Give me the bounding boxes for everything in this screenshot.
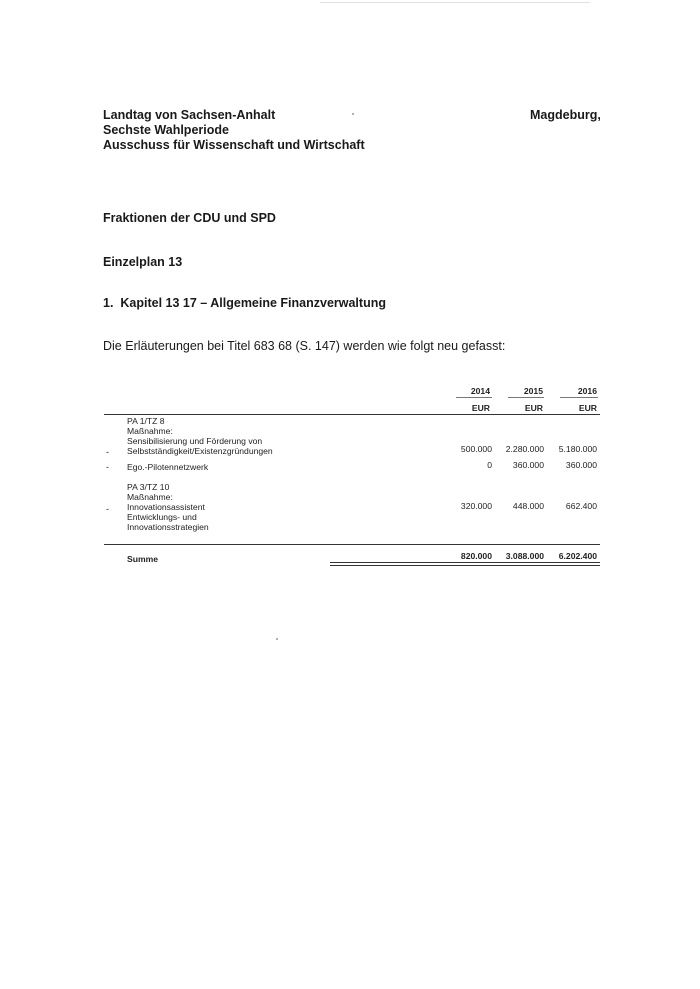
bullet-dash: - (106, 504, 109, 514)
sum-rule (104, 544, 600, 545)
year-header-2016: 2016 (577, 386, 597, 396)
org-name: Landtag von Sachsen-Anhalt (103, 108, 276, 122)
scan-speck (276, 638, 278, 640)
year-header-2015: 2015 (523, 386, 543, 396)
total-double-rule-lower (330, 565, 600, 566)
total-2014: 820.000 (460, 551, 492, 561)
bullet-dash: - (106, 462, 109, 472)
place-date: Magdeburg, (530, 108, 601, 122)
row-value-2016: 5.180.000 (558, 444, 597, 454)
scan-speck (352, 113, 354, 115)
bullet-dash: - (106, 447, 109, 457)
header-rule-2014 (456, 397, 492, 398)
header-rule-2015 (508, 397, 544, 398)
row-label-line: Innovationsassistent (127, 502, 205, 512)
row-value-2016: 662.400 (565, 501, 597, 511)
row-value-2015: 360.000 (512, 460, 544, 470)
row-value-2014: 500.000 (460, 444, 492, 454)
table-row (127, 416, 273, 456)
unit-2016: EUR (578, 403, 597, 413)
row-value-2014: 0 (487, 460, 492, 470)
row-label-line: Entwicklungs- und (127, 512, 197, 522)
row-value-2016: 360.000 (565, 460, 597, 470)
factions-heading: Fraktionen der CDU und SPD (103, 211, 276, 225)
row-label-line: Maßnahme: (127, 492, 173, 502)
plan-heading: Einzelplan 13 (103, 255, 183, 269)
row-label-line: Innovationsstrategien (127, 522, 209, 532)
row-label-line: PA 1/TZ 8 (127, 416, 165, 426)
row-value-2015: 448.000 (512, 501, 544, 511)
sum-label: Summe (127, 554, 159, 564)
table-row (127, 462, 208, 472)
total-2015: 3.088.000 (505, 551, 544, 561)
committee-name: Ausschuss für Wissenschaft und Wirtschaft (103, 138, 365, 152)
legislative-period: Sechste Wahlperiode (103, 123, 229, 137)
total-2016: 6.202.400 (558, 551, 597, 561)
unit-2014: EUR (471, 403, 490, 413)
row-label-line: Sensibilisierung und Förderung von (127, 436, 263, 446)
intro-text: Die Erläuterungen bei Titel 683 68 (S. 147) werden wie folgt neu gefasst: (103, 339, 506, 353)
chapter-title: Kapitel 13 17 – Allgemeine Finanzverwaltung (120, 296, 386, 310)
row-value-2014: 320.000 (460, 501, 492, 511)
table-row (127, 482, 209, 532)
row-label-line: PA 3/TZ 10 (127, 482, 170, 492)
chapter-number: 1. (103, 296, 114, 310)
table-top-rule (104, 414, 600, 415)
header-rule-2016 (560, 397, 598, 398)
row-label-line: Maßnahme: (127, 426, 173, 436)
total-double-rule-upper (330, 562, 600, 563)
row-label-line: Selbstständigkeit/Existenzgründungen (127, 446, 273, 456)
row-value-2015: 2.280.000 (505, 444, 544, 454)
row-label-line: Ego.-Pilotennetzwerk (127, 462, 209, 472)
unit-2015: EUR (524, 403, 543, 413)
year-header-2014: 2014 (470, 386, 490, 396)
